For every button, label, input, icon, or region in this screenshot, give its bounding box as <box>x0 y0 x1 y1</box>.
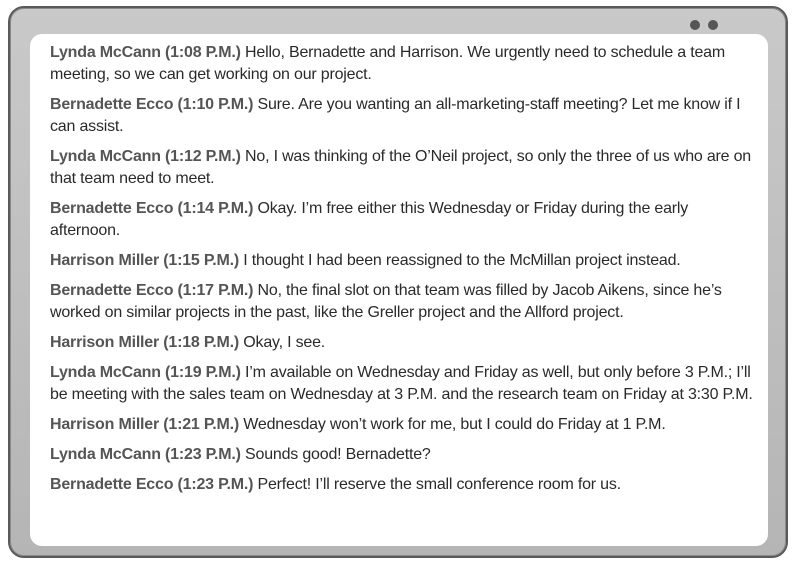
chat-message <box>50 146 754 190</box>
message-speaker: Bernadette Ecco (1:10 P.M.) <box>50 96 254 113</box>
message-text: Okay, I see. <box>239 334 326 351</box>
message-text: No, the final slot on that team was filled by Jacob Aikens, since he’s worked on similar projects in the past, like the Greller project and the Allford project. <box>50 282 722 321</box>
chat-message <box>50 94 754 138</box>
chat-message <box>50 362 754 406</box>
message-speaker: Lynda McCann (1:12 P.M.) <box>50 148 241 165</box>
message-speaker: Bernadette Ecco (1:14 P.M.) <box>50 200 254 217</box>
message-speaker: Lynda McCann (1:23 P.M.) <box>50 446 241 463</box>
message-text: Sounds good! Bernadette? <box>240 446 431 463</box>
chat-message <box>50 42 754 86</box>
chat-message <box>50 444 754 466</box>
message-text: Okay. I’m free either this Wednesday or Friday during the early afternoon. <box>50 200 689 239</box>
message-speaker: Lynda McCann (1:19 P.M.) <box>50 364 241 381</box>
message-text: Hello, Bernadette and Harrison. We urgently need to schedule a team meeting, so we can get working on our project. <box>50 44 725 83</box>
message-text: No, I was thinking of the O’Neil project, so only the three of us who are on that team need to meet. <box>50 148 752 187</box>
chat-message <box>50 250 754 272</box>
message-speaker: Lynda McCann (1:08 P.M.) <box>50 44 241 61</box>
chat-message <box>50 198 754 242</box>
message-text: I’m available on Wednesday and Friday as well, but only before 3 P.M.; I’ll be meeting with the sales team on Wednesday at 3 P.M. and the research team on Friday at 3:30 P.M. <box>50 364 753 403</box>
chat-message <box>50 332 754 354</box>
message-speaker: Bernadette Ecco (1:23 P.M.) <box>50 476 254 493</box>
chat-message <box>50 280 754 324</box>
window-dot-icon[interactable] <box>708 20 718 30</box>
message-speaker: Harrison Miller (1:21 P.M.) <box>50 416 240 433</box>
message-text: I thought I had been reassigned to the McMillan project instead. <box>239 252 681 269</box>
message-speaker: Harrison Miller (1:15 P.M.) <box>50 252 240 269</box>
chat-message <box>50 474 754 496</box>
message-text: Wednesday won’t work for me, but I could do Friday at 1 P.M. <box>239 416 666 433</box>
message-text: Perfect! I’ll reserve the small conference room for us. <box>253 476 621 493</box>
message-speaker: Bernadette Ecco (1:17 P.M.) <box>50 282 254 299</box>
chat-message <box>50 414 754 436</box>
chat-transcript <box>30 34 768 546</box>
window-dot-icon[interactable] <box>690 20 700 30</box>
chat-window <box>8 6 788 558</box>
message-text: Sure. Are you wanting an all-marketing-staff meeting? Let me know if I can assist. <box>50 96 741 135</box>
message-speaker: Harrison Miller (1:18 P.M.) <box>50 334 240 351</box>
